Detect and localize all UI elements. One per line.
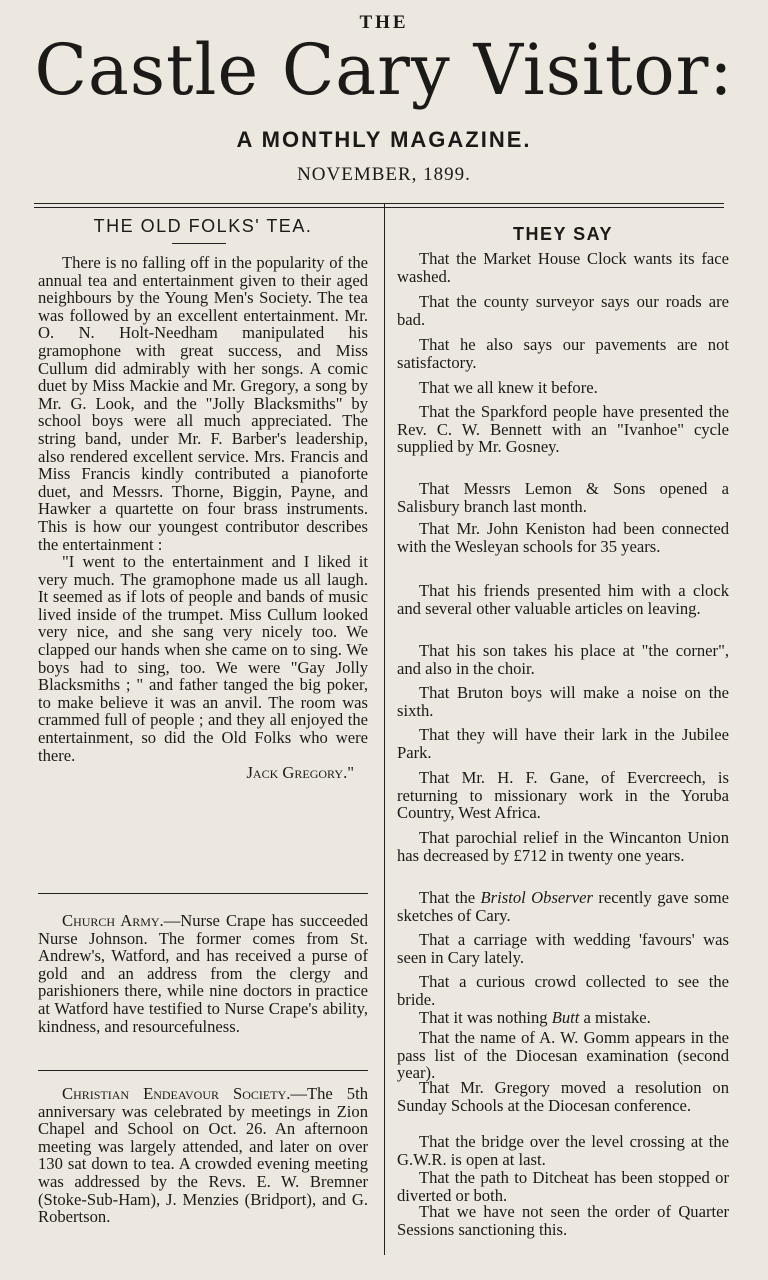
they-say-item: That a curious crowd collected to see the bride. [397, 972, 729, 1009]
they-say-item: That the path to Ditcheat has been stopped or diverted or both. [397, 1168, 729, 1205]
section-rule-1 [38, 893, 368, 894]
ces-text: —The 5th anniversary was celebrated by meetings in Zion Chapel and School on Oct. 26. An afternoon meeting was largely attended, and later on over 130 sat down to tea. A crowded evening meeting was addressed by the Revs. E. W. Bremner (Stoke-Sub-Ham), J. Menzies (Bridport), and G. Robertson. [38, 1084, 368, 1227]
they-say-item: That a carriage with wedding 'favours' was seen in Cary lately. [397, 930, 729, 967]
they-say-item: That the Market House Clock wants its face washed. [397, 249, 729, 286]
they-say-item: That the Bristol Observer recently gave some sketches of Cary. [397, 888, 730, 925]
masthead-the: THE [359, 12, 409, 33]
they-say-item: That his son takes his place at "the corner", and also in the choir. [397, 641, 729, 678]
magazine-title: Castle Cary Visitor: [34, 29, 734, 111]
letter-signature: Jack Gregory." [246, 763, 354, 783]
they-say-item: That parochial relief in the Wincanton Union has decreased by £712 in twenty one years. [397, 828, 729, 865]
old-folks-tea-article [38, 254, 368, 782]
they-say-item: That we have not seen the order of Quarter Sessions sanctioning this. [397, 1202, 729, 1239]
they-say-heading: THEY SAY [512, 224, 614, 244]
pun-word: Butt [551, 1008, 580, 1027]
section-rule-2 [38, 1070, 368, 1071]
church-army-lead: Church Army. [62, 911, 164, 930]
they-say-item: That we all knew it before. [419, 378, 598, 397]
column-divider [384, 203, 385, 1255]
church-army-text: —Nurse Crape has succeeded Nurse Johnson. The former comes from St. Andrew's, Watford, and has received a purse of gold and an address from the clergy and parishioners there, while nine doctors in practice at Watford have testified to Nurse Crape's ability, kindness, and resourcefulness. [38, 911, 368, 1036]
they-say-item: That the name of A. W. Gomm appears in the pass list of the Diocesan examination (second year). [397, 1028, 729, 1083]
they-say-item: That the Sparkford people have presented the Rev. C. W. Bennett with an "Ivanhoe" cycle supplied by Mr. Gosney. [397, 402, 729, 457]
they-say-item: That the county surveyor says our roads are bad. [397, 292, 729, 329]
they-say-item: That they will have their lark in the Jubilee Park. [397, 725, 729, 762]
issue-date: NOVEMBER, 1899. [297, 164, 471, 185]
magazine-subtitle: A MONTHLY MAGAZINE. [236, 127, 532, 152]
they-say-item: That Bruton boys will make a noise on the sixth. [397, 683, 729, 720]
old-folks-tea-heading: THE OLD FOLKS' TEA. [93, 216, 313, 236]
christian-endeavour-notice [38, 1085, 368, 1226]
they-say-item: That his friends presented him with a clock and several other valuable articles on leaving. [397, 581, 729, 618]
they-say-item: That Messrs Lemon & Sons opened a Salisbury branch last month. [397, 479, 729, 516]
they-say-item: That he also says our pavements are not satisfactory. [397, 335, 729, 372]
they-say-item: That the bridge over the level crossing at the G.W.R. is open at last. [397, 1132, 729, 1169]
they-say-item: That it was nothing Butt a mistake. [419, 1008, 651, 1027]
quoted-letter: "I went to the entertainment and I liked it very much. The gramophone made us all laugh. It seemed as if lots of people and bands of music lived inside of the trumpet. Miss Cullum looked very nice, and she sang very nicely too. We clapped our hands when she came on to sing. We boys had to sing, too. We were "Gay Jolly Blacksmiths ; " and father tanged the big poker, to make believe it was an anvil. The room was crammed full of people ; and they all enjoyed the entertainment, so did the Old Folks who were there. [38, 552, 368, 765]
header-rule-top [34, 203, 724, 204]
church-army-notice [38, 912, 368, 1035]
ces-lead: Christian Endeavour Society. [62, 1084, 291, 1103]
header-rule-bottom [34, 207, 724, 208]
they-say-item: That Mr. H. F. Gane, of Evercreech, is returning to missionary work in the Yoruba Country, West Africa. [397, 768, 729, 823]
they-say-item: That Mr. John Keniston had been connected with the Wesleyan schools for 35 years. [397, 519, 729, 556]
newspaper-title: Bristol Observer [480, 888, 593, 907]
article-paragraph: There is no falling off in the popularity of the annual tea and entertainment given to their aged neighbours by the Young Men's Society. The tea was followed by an excellent entertainment. Mr. O. N. Holt-Needham manipulated his gramophone with great success, and Miss Cullum did admirably with her songs. A comic duet by Miss Mackie and Mr. Gregory, a song by Mr. G. Look, and the "Jolly Blacksmiths" by school boys were all much appreciated. The string band, under Mr. F. Barber's leadership, also rendered excellent service. Mrs. Francis and Miss Francis kindly contributed a pianoforte duet, and Messrs. Thorne, Biggin, Payne, and Hawker a quartette on four brass instruments. This is how our youngest contributor describes the entertainment : [38, 253, 368, 554]
they-say-item: That Mr. Gregory moved a resolution on Sunday Schools at the Diocesan conference. [397, 1078, 729, 1115]
heading-underline [172, 243, 226, 244]
